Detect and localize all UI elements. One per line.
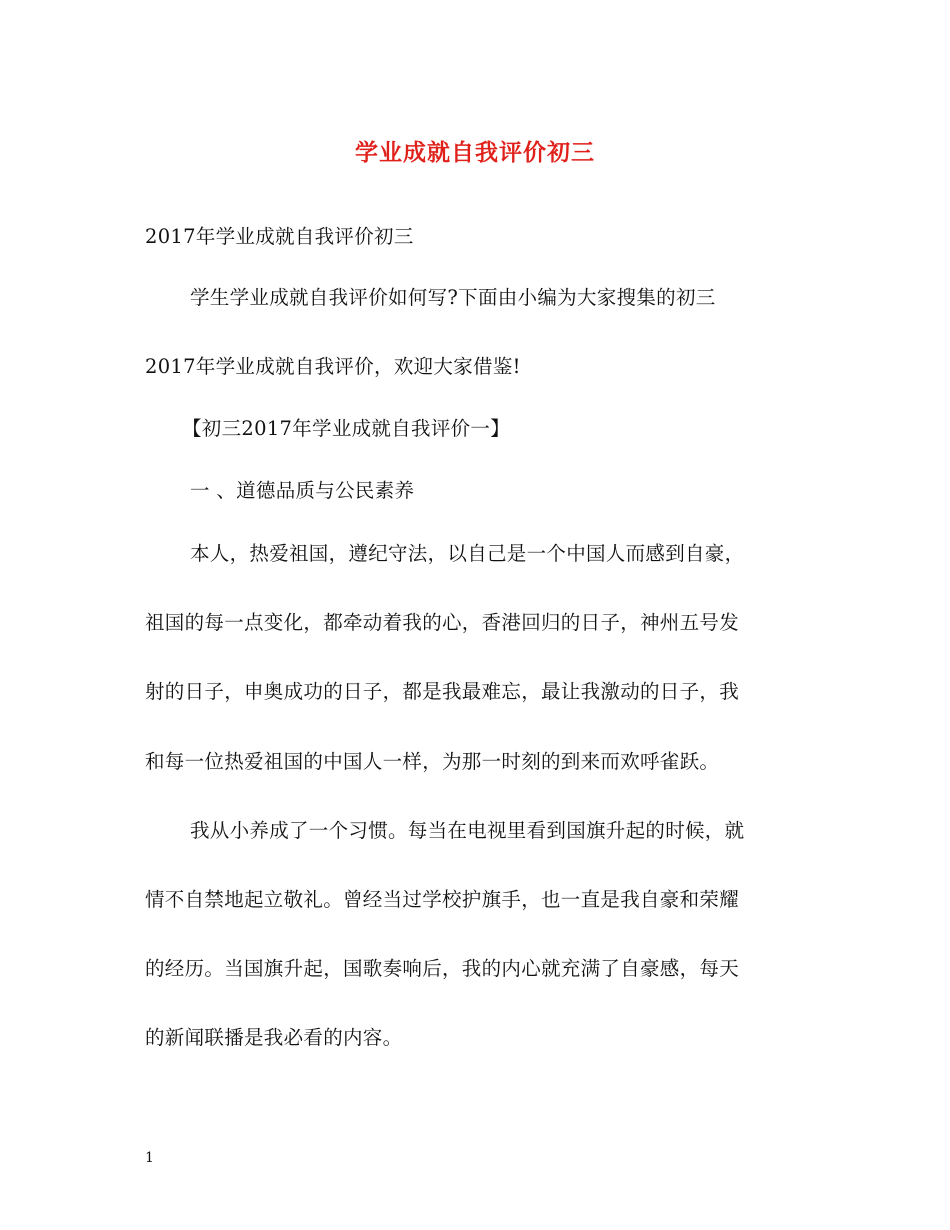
section-heading: 【初三2017年学业成就自我评价一】 [182,417,511,440]
paragraph-1-line-3: 射的日子，申奥成功的日子，都是我最难忘，最让我激动的日子，我 [145,680,740,703]
page-number: 1 [145,1150,154,1166]
subtitle-line: 2017年学业成就自我评价初三 [145,225,414,248]
paragraph-1-line-2: 祖国的每一点变化，都牵动着我的心，香港回归的日子，神州五号发 [145,611,740,634]
paragraph-1-line-4: 和每一位热爱祖国的中国人一样，为那一时刻的到来而欢呼雀跃。 [145,750,720,773]
subsection-heading: 一 、道德品质与公民素养 [190,479,415,502]
paragraph-2-line-4: 的新闻联播是我必看的内容。 [145,1026,403,1049]
paragraph-2-line-2: 情不自禁地起立敬礼。曾经当过学校护旗手，也一直是我自豪和荣耀 [145,888,740,911]
paragraph-1-line-1: 本人，热爱祖国，遵纪守法，以自己是一个中国人而感到自豪， [190,542,745,565]
paragraph-2-line-3: 的经历。当国旗升起，国歌奏响后，我的内心就充满了自豪感，每天 [145,957,740,980]
intro-line-2: 2017年学业成就自我评价，欢迎大家借鉴! [145,355,521,378]
document-title: 学业成就自我评价初三 [355,139,595,166]
paragraph-2-line-1: 我从小养成了一个习惯。每当在电视里看到国旗升起的时候，就 [190,819,745,842]
intro-line-1: 学生学业成就自我评价如何写?下面由小编为大家搜集的初三 [190,286,716,309]
